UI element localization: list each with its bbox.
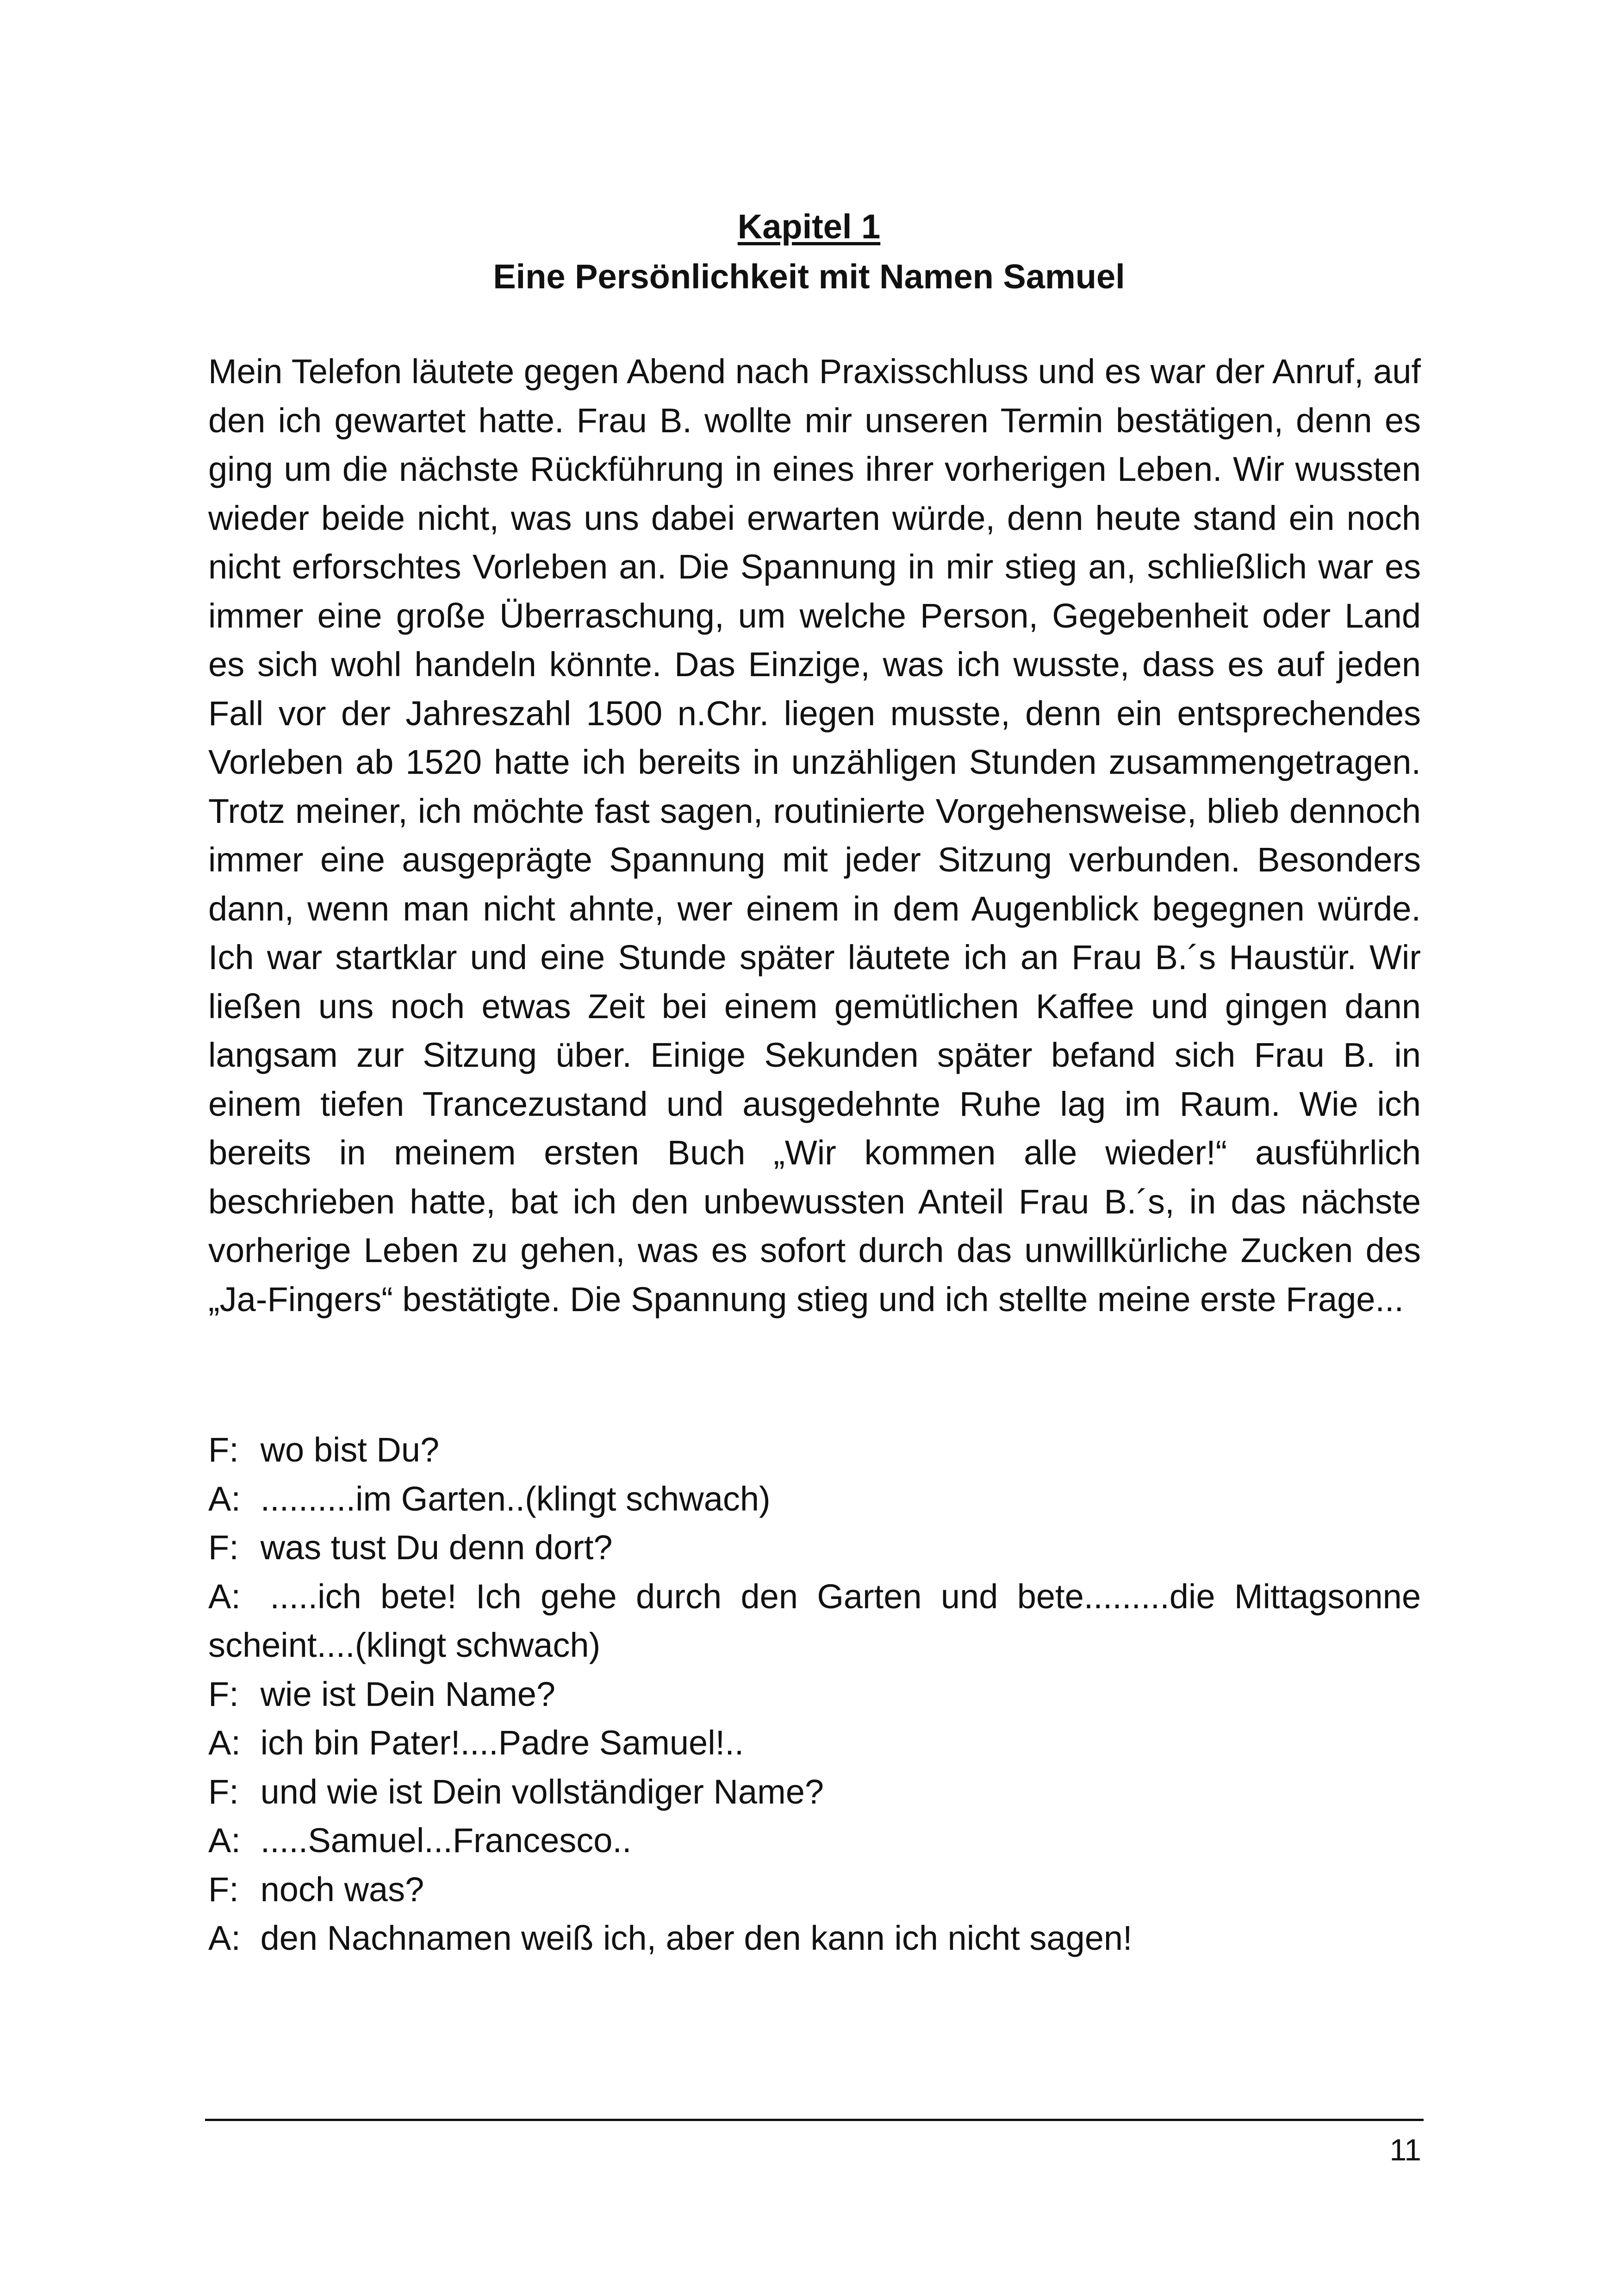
dialogue-text: ich bin Pater!....Padre Samuel!.. [260,1724,744,1762]
dialogue-text: wo bist Du? [260,1431,440,1469]
dialogue-speaker: F: [208,1528,239,1567]
dialogue-line [208,1475,1421,1524]
chapter-heading [0,204,1618,300]
footer-divider [205,2119,1424,2121]
dialogue-line [208,1767,1421,1817]
dialogue-line [208,1572,1421,1670]
dialogue-transcript [208,1425,1421,1963]
dialogue-speaker: F: [208,1870,239,1909]
dialogue-text: .....ich bete! Ich gehe durch den Garten und bete.........die Mittagsonne scheint....(klingt schwach) [208,1577,1421,1664]
dialogue-speaker: A: [208,1724,241,1762]
dialogue-speaker: A: [208,1577,241,1616]
dialogue-line [208,1670,1421,1719]
page-number: 11 [1389,2133,1421,2167]
dialogue-speaker: A: [208,1479,241,1518]
dialogue-text: ..........im Garten..(klingt schwach) [260,1479,771,1518]
dialogue-speaker: F: [208,1772,239,1811]
chapter-title: Eine Persönlichkeit mit Namen Samuel [493,257,1125,296]
dialogue-text: was tust Du denn dort? [260,1528,613,1567]
dialogue-text: wie ist Dein Name? [260,1674,556,1713]
dialogue-speaker: F: [208,1431,239,1469]
dialogue-line [208,1425,1421,1475]
dialogue-text: den Nachnamen weiß ich, aber den kann ich nicht sagen! [260,1919,1133,1957]
dialogue-line [208,1816,1421,1865]
chapter-number: Kapitel 1 [737,207,881,246]
body-paragraph: Mein Telefon läutete gegen Abend nach Praxisschluss und es war der Anruf, auf den ich gewartet hatte. Frau B. wollte mir unseren Termin bestätigen, denn es ging um die nächste Rückführung in eines ihrer vorherigen Leben. Wir wussten wieder beide nicht, was uns dabei erwarten würde, denn heute stand ein noch nicht erforschtes Vorleben an. Die Spannung in mir stieg an, schließlich war es immer eine große Überraschung, um welche Person, Gegebenheit oder Land es sich wohl handeln könnte. Das Einzige, was ich wusste, dass es auf jeden Fall vor der Jahreszahl 1500 n.Chr. liegen musste, denn ein entsprechendes Vorleben ab 1520 hatte ich bereits in unzähligen Stunden zusammengetragen. Trotz meiner, ich möchte fast sagen, routinierte Vorgehensweise, blieb dennoch immer eine ausgeprägte Spannung mit jeder Sitzung verbunden. Besonders dann, wenn man nicht ahnte, wer einem in dem Augenblick begegnen würde. Ich war startklar und eine Stunde später läutete ich an Frau B.´s Haustür. Wir ließen uns noch etwas Zeit bei einem gemütlichen Kaffee und gingen dann langsam zur Sitzung über. Einige Sekunden später befand sich Frau B. in einem tiefen Trancezustand und ausgedehnte Ruhe lag im Raum. Wie ich bereits in meinem ersten Buch „Wir kommen alle wieder!“ ausführlich beschrieben hatte, bat ich den unbewussten Anteil Frau B.´s, in das nächste vorherige Leben zu gehen, was es sofort durch das unwillkürliche Zucken des „Ja-Fingers“ bestätigte. Die Spannung stieg und ich stellte meine erste Frage... [208,352,1421,1319]
dialogue-speaker: F: [208,1674,239,1713]
dialogue-line [208,1914,1421,1963]
dialogue-speaker: A: [208,1821,241,1860]
dialogue-text: und wie ist Dein vollständiger Name? [260,1772,824,1811]
dialogue-line [208,1523,1421,1572]
body-paragraph-block [208,347,1421,1324]
dialogue-line [208,1865,1421,1914]
dialogue-speaker: A: [208,1919,241,1957]
dialogue-text: noch was? [260,1870,424,1909]
dialogue-line [208,1718,1421,1767]
dialogue-text: .....Samuel...Francesco.. [260,1821,632,1860]
